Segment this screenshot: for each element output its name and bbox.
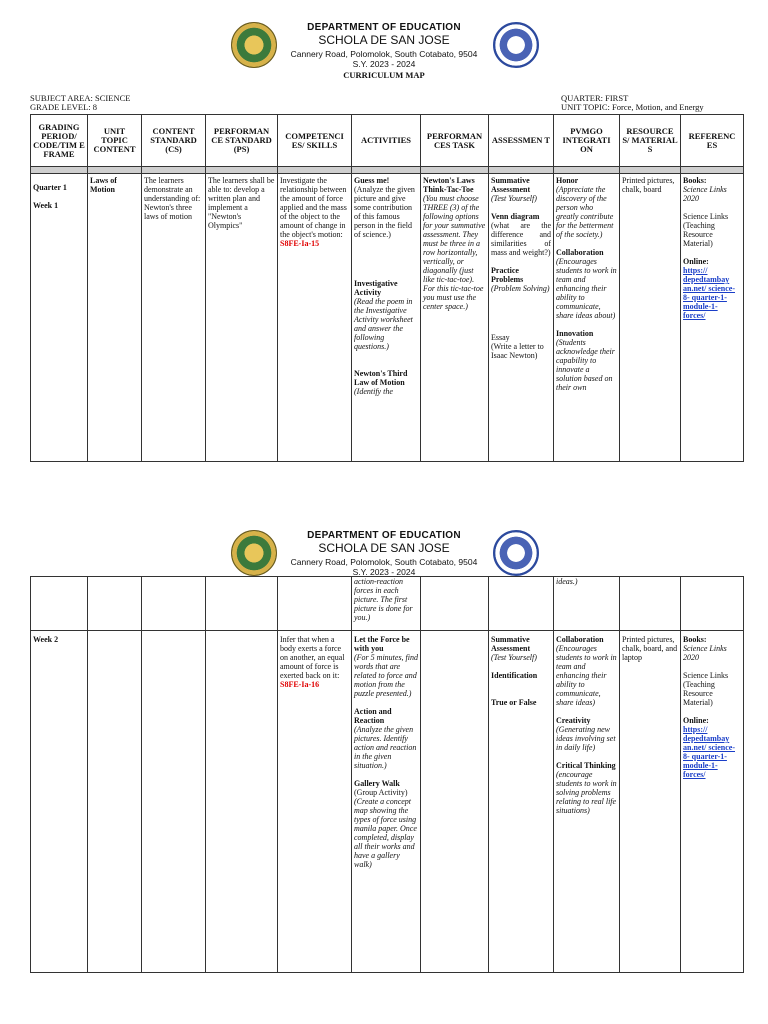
col-header: RESOURCE S/ MATERIAL S	[620, 115, 681, 167]
activity-title: Let the Force be with you	[354, 635, 410, 653]
col-header: PVMGO INTEGRATI ON	[554, 115, 620, 167]
quarter-label: QUARTER: FIRST	[561, 93, 629, 103]
activity-desc: (Read the poem in the Investigative Activity worksheet and answer the following questions.)	[354, 297, 413, 351]
curriculum-table-page-1	[30, 114, 744, 462]
assessment-desc: (Write a letter to Isaac Newton)	[491, 342, 544, 360]
cell-activities	[352, 174, 421, 462]
school-name: SCHOLA DE SAN JOSE	[318, 541, 450, 555]
resources-text: Printed pictures, chalk, board, and laptop	[622, 635, 678, 662]
quarter-text: Quarter 1	[33, 183, 67, 192]
cell-period	[31, 174, 88, 462]
resources-text: Printed pictures, chalk, board	[622, 176, 675, 194]
cell-competency	[278, 631, 352, 973]
book-ref: Science Links (Teaching Resource Material)	[683, 671, 729, 707]
cell-assessment	[489, 174, 554, 462]
activity-title: Investigative Activity	[354, 279, 398, 297]
competency-code: S8FE-Ia-15	[280, 239, 320, 248]
reference-link[interactable]: https:// depedtambay an.net/ science-8- quarter-1- module-1- forces/	[683, 725, 735, 779]
department-name: DEPARTMENT OF EDUCATION	[307, 530, 461, 541]
cell-period	[31, 631, 88, 973]
online-label: Online:	[683, 257, 709, 266]
assessment-title: Venn diagram	[491, 212, 540, 221]
assessment-title: Summative Assessment	[491, 176, 531, 194]
assessment-title: Summative Assessment	[491, 635, 531, 653]
activity-title: Gallery Walk	[354, 779, 400, 788]
pvmgo-title: Collaboration	[556, 248, 604, 257]
col-header: PERFORMAN CES TASK	[421, 115, 489, 167]
pvmgo-title: Critical Thinking	[556, 761, 616, 770]
page-2	[0, 526, 768, 869]
pvmgo-title: Collaboration	[556, 635, 604, 644]
cell-resources	[620, 631, 681, 973]
cell-activities	[352, 631, 421, 973]
school-year: S.Y. 2023 - 2024	[352, 567, 416, 577]
cell-activities	[352, 577, 421, 631]
cell-pvmgo	[554, 631, 620, 973]
assessment-title: Identification	[491, 671, 538, 680]
book-ref: Science Links (Teaching Resource Material)	[683, 212, 729, 248]
task-title: Newton's Laws Think-Tac-Toe	[423, 176, 475, 194]
assessment-sub: (Problem Solving)	[491, 284, 550, 293]
task-desc: (You must choose THREE (3) of the following options for your summative assessment. They must be three in a row horizontally, vertically, or diagonally (just like tic-tac-toe). For this tic-tac-toe you must use the center space.)	[423, 194, 486, 311]
letterhead	[0, 18, 768, 96]
page-1	[0, 18, 768, 396]
col-header: REFERENC ES	[681, 115, 744, 167]
pvmgo-title: Creativity	[556, 716, 591, 725]
book-ref: Science Links 2020	[683, 185, 727, 203]
cell-cs	[142, 174, 206, 462]
online-label: Online:	[683, 716, 709, 725]
school-name: SCHOLA DE SAN JOSE	[318, 33, 450, 47]
activity-desc: (Analyze the given picture and give some contribution of this famous person in the field of science.)	[354, 185, 415, 239]
assessment-sub: (Test Yourself)	[491, 653, 537, 662]
books-label: Books:	[683, 635, 707, 644]
school-year: S.Y. 2023 - 2024	[352, 59, 416, 69]
unit-topic-label: UNIT TOPIC: Force, Motion, and Energy	[561, 102, 704, 112]
separator-row	[31, 167, 744, 174]
col-header: GRADING PERIOD/ CODE/TIM E FRAME	[31, 115, 88, 167]
cell-topic	[88, 174, 142, 462]
assessment-sub: (Test Yourself)	[491, 194, 537, 203]
cs-text: The learners demonstrate an understanding of: Newton's three laws of motion	[144, 176, 201, 221]
activity-title: Newton's Third Law of Motion	[354, 369, 408, 387]
subject-area: SUBJECT AREA: SCIENCE	[30, 93, 131, 103]
activity-desc: action-reaction forces in each picture. The first picture is done for you.)	[354, 577, 413, 622]
assessment-title: Essay	[491, 333, 510, 342]
topic-text: Laws of Motion	[90, 176, 117, 194]
header-row	[31, 115, 744, 167]
assessment-title: True or False	[491, 698, 537, 707]
curriculum-table-page-2	[30, 576, 744, 973]
pvmgo-desc: ideas.)	[556, 577, 578, 586]
cell-resources	[620, 174, 681, 462]
pvmgo-desc: (Encourages students to work in team and enhancing their ability to communicate, share ideas about)	[556, 257, 617, 320]
pvmgo-desc: (encourage students to work in solving problems relating to real life situations)	[556, 770, 617, 815]
cell-ps	[206, 174, 278, 462]
cell-references	[681, 174, 744, 462]
col-header: PERFORMAN CE STANDARD (PS)	[206, 115, 278, 167]
activity-title: Guess me!	[354, 176, 390, 185]
assessment-title: Practice Problems	[491, 266, 524, 284]
reference-link[interactable]: https:// depedtambay an.net/ science-8- quarter-1- module-1- forces/	[683, 266, 735, 320]
cell-pvmgo	[554, 577, 620, 631]
pvmgo-desc: (Encourages students to work in team and enhancing their ability to communicate, share ideas)	[556, 644, 617, 707]
ps-text: The learners shall be able to: develop a written plan and implement a "Newton's Olympics"	[208, 176, 275, 230]
activity-desc: (Analyze the given pictures. Identify action and reaction in the given situation.)	[354, 725, 417, 770]
week-text: Week 1	[33, 201, 59, 210]
col-header: COMPETENCI ES/ SKILLS	[278, 115, 352, 167]
pvmgo-title: Honor	[556, 176, 579, 185]
cell-assessment	[489, 631, 554, 973]
activity-desc: (Create a concept map showing the types of force using manila paper. Once completed, display all their works and have a gallery walk)	[354, 797, 417, 869]
table-row-week-1	[31, 174, 744, 462]
school-address: Cannery Road, Polomolok, South Cotabato, 9504	[290, 557, 478, 567]
week-text: Week 2	[33, 635, 59, 644]
department-name: DEPARTMENT OF EDUCATION	[307, 22, 461, 33]
books-label: Books:	[683, 176, 707, 185]
cell-references	[681, 631, 744, 973]
grade-level: GRADE LEVEL: 8	[30, 102, 98, 112]
document-title: CURRICULUM MAP	[343, 70, 425, 80]
activity-desc: (Identify the	[354, 387, 393, 396]
pvmgo-desc: (Generating new ideas involving set in daily life)	[556, 725, 616, 752]
table-row-continued	[31, 577, 744, 631]
col-header: ACTIVITIES	[352, 115, 421, 167]
book-ref: Science Links 2020	[683, 644, 727, 662]
pvmgo-title: Innovation	[556, 329, 594, 338]
school-address: Cannery Road, Polomolok, South Cotabato, 9504	[290, 49, 478, 59]
competency-text: Investigate the relationship between the amount of force applied and the mass of the object to the amount of change in the object's motion:	[280, 176, 347, 239]
cell-task	[421, 174, 489, 462]
col-header: CONTENT STANDARD (CS)	[142, 115, 206, 167]
pvmgo-desc: (Appreciate the discovery of the person who greatly contribute for the betterment of the society.)	[556, 185, 614, 239]
competency-text: Infer that when a body exerts a force on another, an equal amount of force is exerted back on it:	[280, 635, 345, 680]
activity-desc: (For 5 minutes, find words that are related to force and motion from the puzzle presented.)	[354, 653, 418, 698]
activity-sub: (Group Activity)	[354, 788, 408, 797]
cell-pvmgo	[554, 174, 620, 462]
cell-competency	[278, 174, 352, 462]
pvmgo-desc: (Students acknowledge their capability to innovate a solution based on their own	[556, 338, 615, 392]
competency-code: S8FE-Ia-16	[280, 680, 320, 689]
col-header: ASSESSMEN T	[489, 115, 554, 167]
assessment-desc: (what are the difference and similarities of mass and weight?)	[491, 221, 551, 257]
activity-title: Action and Reaction	[354, 707, 392, 725]
table-row-week-2	[31, 631, 744, 973]
col-header: UNIT TOPIC CONTENT	[88, 115, 142, 167]
